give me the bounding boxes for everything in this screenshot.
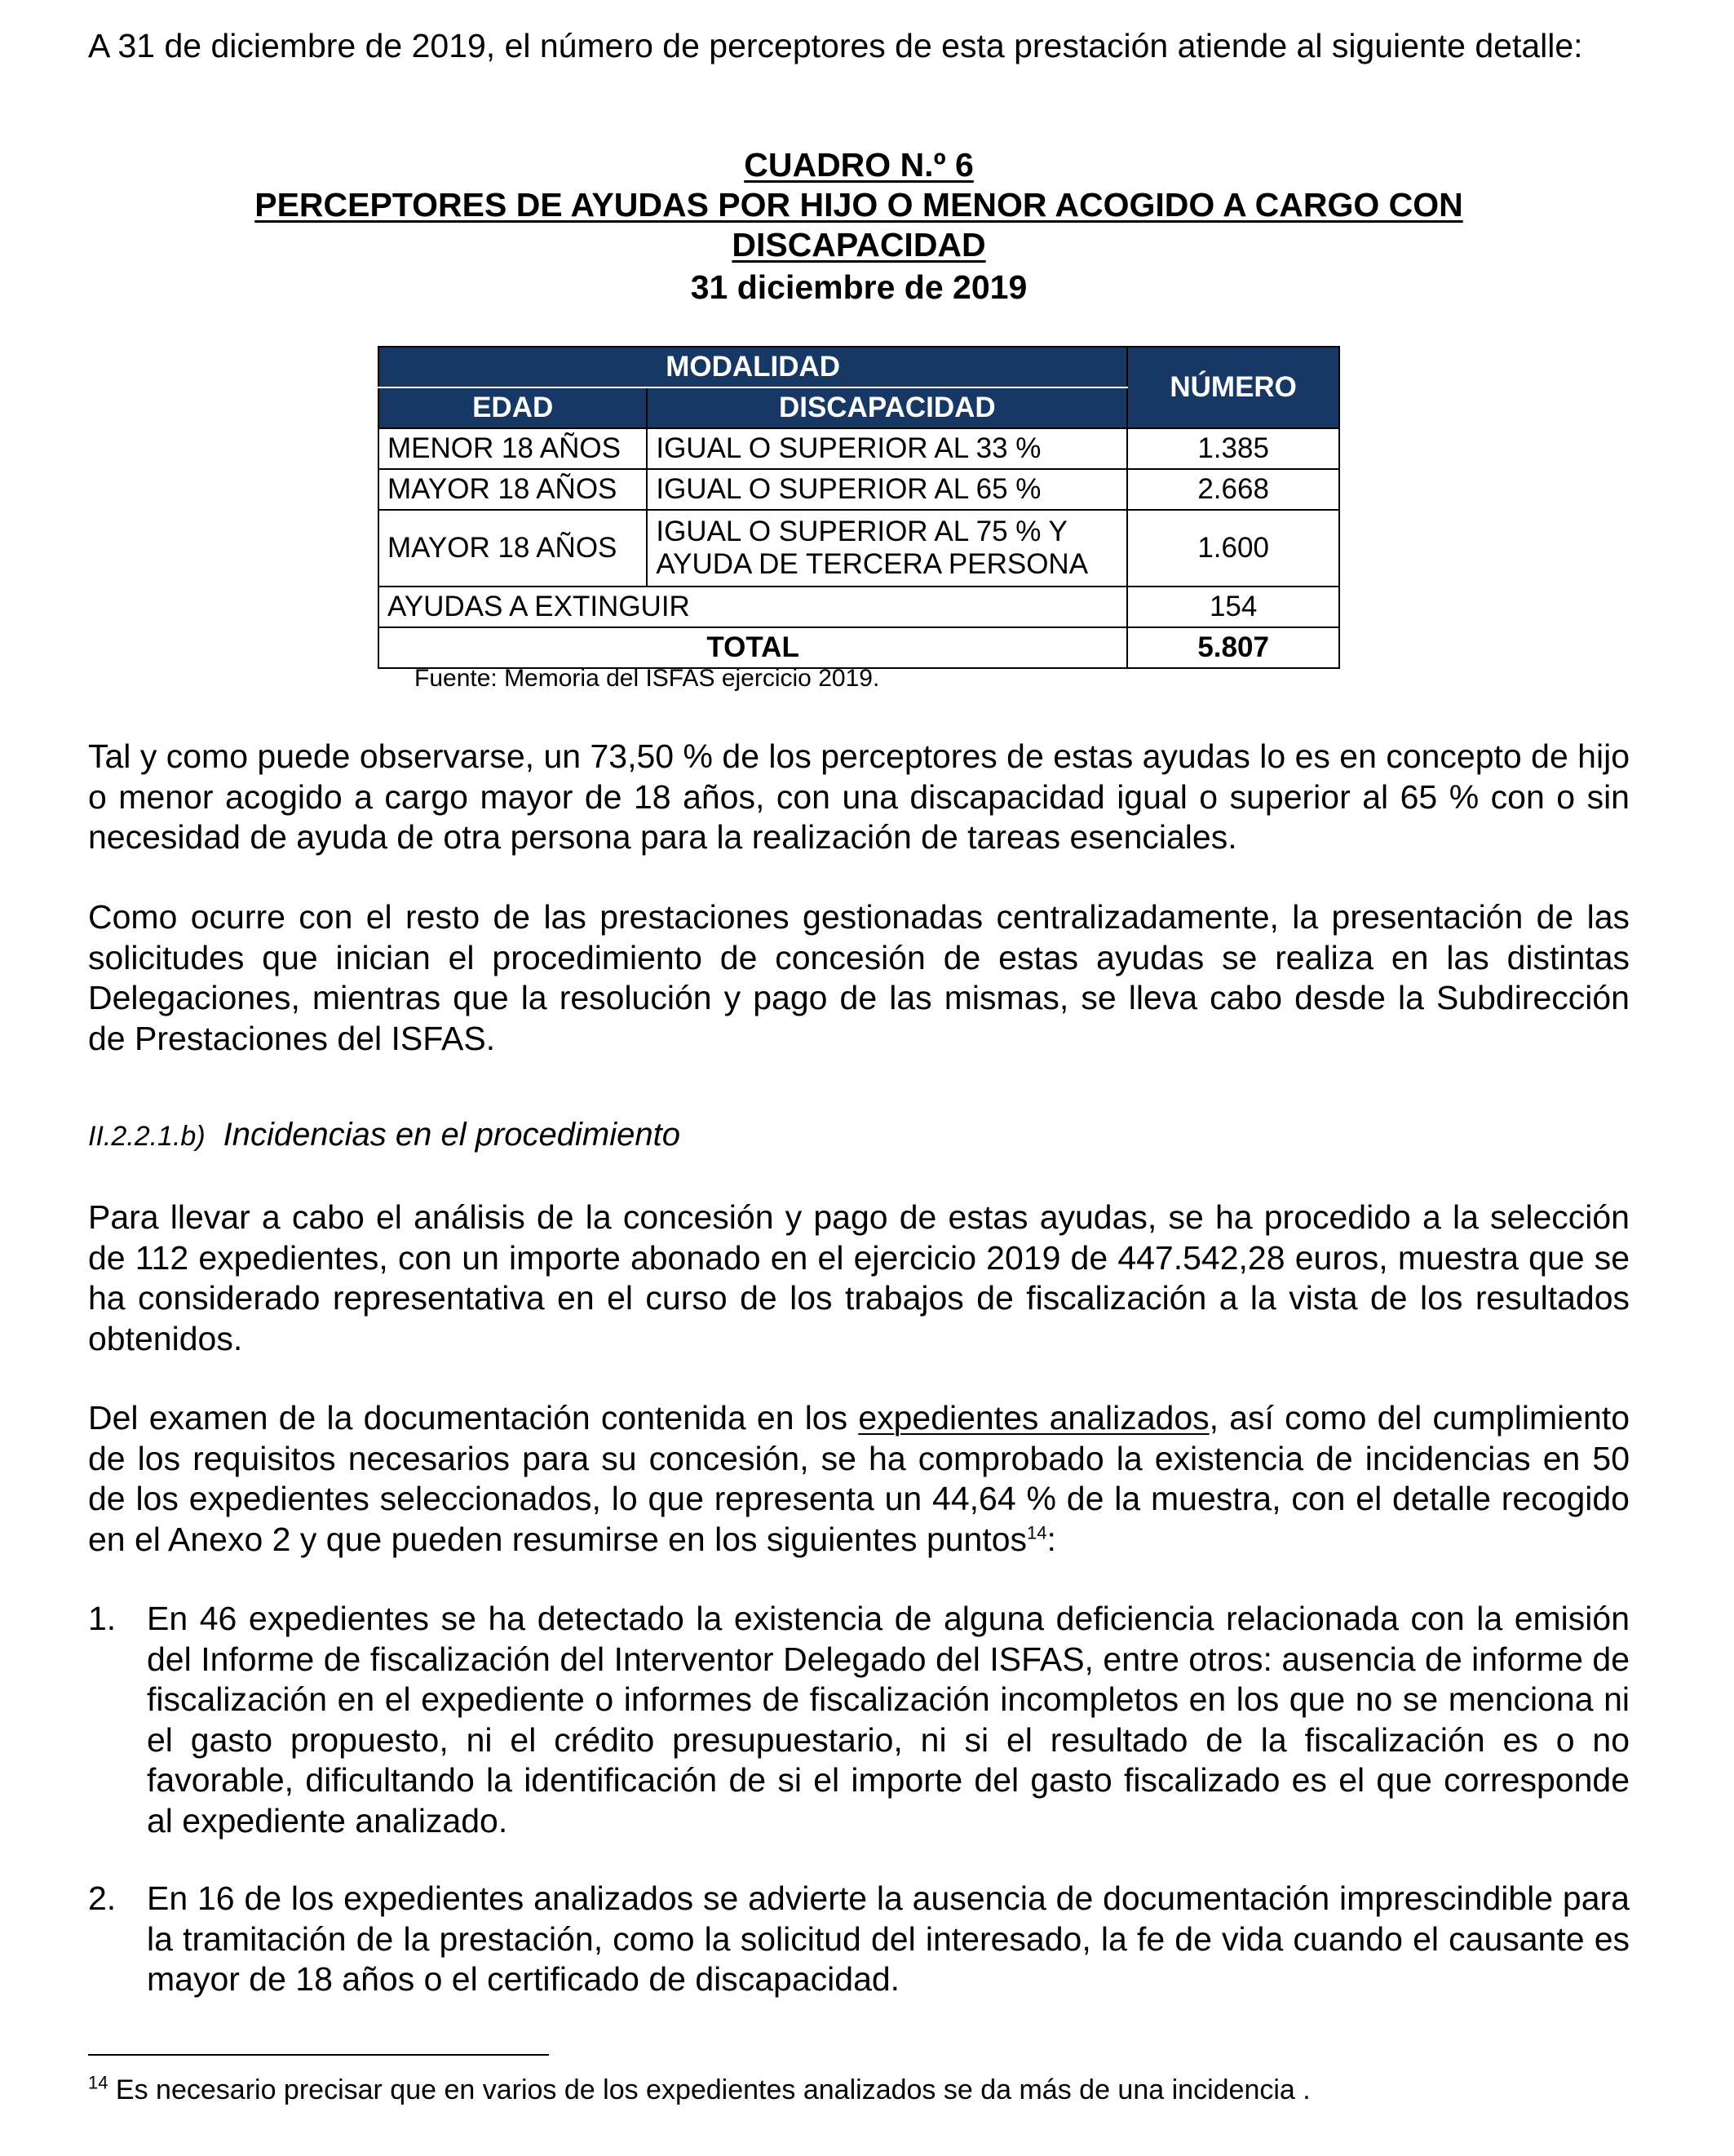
cuadro-title-line2: DISCAPACIDAD (732, 226, 986, 263)
cell-total-value: 5.807 (1127, 627, 1339, 668)
footnote-ref: 14 (1027, 1521, 1047, 1543)
table-row (378, 469, 1339, 510)
footnote-divider (88, 2054, 549, 2056)
header-modalidad: MODALIDAD (378, 347, 1127, 387)
list-item: 1. En 46 expedientes se ha detectado la existencia de alguna deficiencia relacionada con la emisión del Informe de fiscalización del Interventor Delegado del ISFAS, entre otros: ausencia de informe de fiscalización en el expediente o informes de fiscalización incompletos en los que no se menciona ni el gasto propuesto, ni el crédito presupuestario, ni si el resultado de la fiscalización es o no favorable, dificultando la identificación de si el importe del gasto fiscalizado es el que corresponde al expediente analizado. (88, 1600, 1630, 1839)
cell-discapacidad: IGUAL O SUPERIOR AL 65 % (647, 469, 1127, 510)
cell-numero: 2.668 (1127, 469, 1339, 510)
section-title: Incidencias en el procedimiento (223, 1117, 680, 1153)
expedientes-analizados-link: expedientes analizados (858, 1399, 1210, 1437)
cell-discapacidad: IGUAL O SUPERIOR AL 33 % (647, 428, 1127, 469)
cell-extinguir-label: AYUDAS A EXTINGUIR (378, 587, 1127, 627)
cell-numero: 1.600 (1127, 510, 1339, 587)
incidencias-list-2 (88, 1879, 1630, 2000)
cell-numero: 1.385 (1127, 428, 1339, 469)
table-row (378, 510, 1339, 587)
section-code: II.2.2.1.b) (88, 1121, 206, 1152)
cell-edad: MENOR 18 AÑOS (378, 428, 647, 469)
paragraph-incidencias: Del examen de la documentación contenida en los expedientes analizados, así como del cumplimiento de los requisitos necesarios para su concesión, se ha comprobado la existencia de incidencias en 50 de los expedientes seleccionados, lo que representa un 44,64 % de la muestra, con el detalle recogido en el Anexo 2 y que pueden resumirse en los siguientes puntos$^{14}$: (88, 1399, 1630, 1558)
intro-paragraph: A 31 de diciembre de 2019, el número de perceptores de esta prestación atiende al siguiente detalle: (88, 27, 1583, 64)
cell-total-label: TOTAL (378, 627, 1127, 668)
table-source: Fuente: Memoria del ISFAS ejercicio 2019. (414, 665, 880, 692)
section-heading (88, 1117, 680, 1153)
cell-edad: MAYOR 18 AÑOS (378, 510, 647, 587)
header-numero: NÚMERO (1127, 347, 1339, 428)
header-edad: EDAD (378, 387, 647, 428)
paragraph-analysis: Tal y como puede observarse, un 73,50 % de los perceptores de estas ayudas lo es en concepto de hijo o menor acogido a cargo mayor de 18 años, con una discapacidad igual o superior al 65 % con o sin necesidad de ayuda de otra persona para la realización de tareas esenciales. (88, 737, 1630, 856)
perceptores-table (378, 346, 1340, 669)
cuadro-date: 31 diciembre de 2019 (690, 268, 1028, 306)
paragraph-procedure: Como ocurre con el resto de las prestaciones gestionadas centralizadamente, la presentación de las solicitudes que inician el procedimiento de concesión de estas ayudas se realiza en las distintas Delegaciones, mientras que la resolución y pago de las mismas, se lleva cabo desde la Subdirección de Prestaciones del ISFAS. (88, 898, 1630, 1057)
header-discapacidad: DISCAPACIDAD (647, 387, 1127, 428)
footnote: $^{14}$ Es necesario precisar que en varios de los expedientes analizados se da más de una incidencia . (88, 2072, 1311, 2105)
paragraph-sample: Para llevar a cabo el análisis de la concesión y pago de estas ayudas, se ha procedido a la selección de 112 expedientes, con un importe abonado en el ejercicio 2019 de 447.542,28 euros, muestra que se ha considerado representativa en el curso de los trabajos de fiscalización a la vista de los resultados obtenidos. (88, 1198, 1630, 1357)
table-row (378, 428, 1339, 469)
cell-extinguir-value: 154 (1127, 587, 1339, 627)
cuadro-title-line1: PERCEPTORES DE AYUDAS POR HIJO O MENOR ACOGIDO A CARGO CON (254, 186, 1463, 224)
cuadro-number: CUADRO N.º 6 (744, 146, 974, 184)
incidencias-list (88, 1599, 1630, 1841)
cell-discapacidad: IGUAL O SUPERIOR AL 75 % Y AYUDA DE TERCERA PERSONA (647, 510, 1127, 587)
cell-edad: MAYOR 18 AÑOS (378, 469, 647, 510)
table-row-total (378, 627, 1339, 668)
list-item: 2. En 16 de los expedientes analizados se advierte la ausencia de documentación imprescindible para la tramitación de la prestación, como la solicitud del interesado, la fe de vida cuando el causante es mayor de 18 años o el certificado de discapacidad. (88, 1879, 1630, 1998)
table-row (378, 587, 1339, 627)
